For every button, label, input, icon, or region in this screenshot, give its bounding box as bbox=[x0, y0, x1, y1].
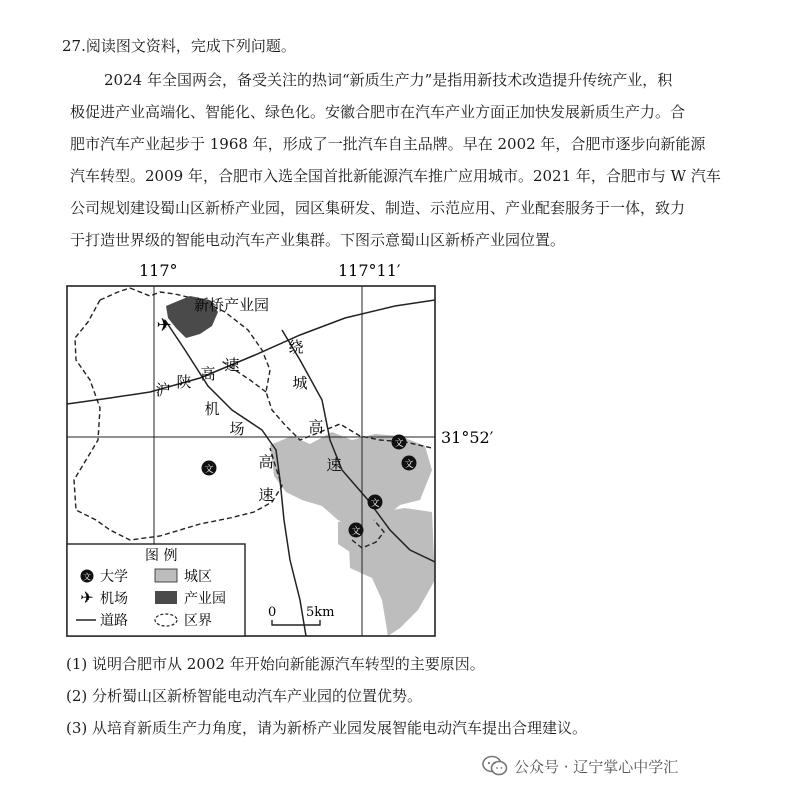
road-label-char: 高 bbox=[258, 453, 274, 471]
university-icon bbox=[202, 461, 217, 476]
road-label-char: 场 bbox=[229, 420, 245, 438]
park-label: 新桥产业园 bbox=[194, 296, 270, 314]
legend-airport: 机场 bbox=[100, 591, 128, 607]
legend-airport-icon: ✈ bbox=[80, 588, 94, 607]
svg-text:文: 文 bbox=[351, 527, 361, 537]
legend-city: 城区 bbox=[184, 569, 212, 585]
map-legend bbox=[67, 544, 245, 636]
road-label-char: 绕 bbox=[288, 338, 304, 356]
latitude-label: 31°52′ bbox=[441, 428, 494, 447]
longitude-label-left: 117° bbox=[139, 261, 178, 280]
watermark bbox=[482, 753, 678, 779]
svg-text:文: 文 bbox=[83, 572, 91, 582]
airport-icon: ✈ bbox=[156, 315, 172, 336]
road-label-char: 高 bbox=[200, 365, 216, 383]
university-icon bbox=[368, 495, 383, 510]
longitude-label-right: 117°11′ bbox=[338, 261, 401, 280]
road-label-char: 陕 bbox=[176, 373, 192, 391]
road-label-char: 速 bbox=[258, 486, 274, 504]
road-label-char: 速 bbox=[224, 356, 240, 374]
paragraph-line: 公司规划建设蜀山区新桥产业园，园区集研发、制造、示范应用、产业配套服务于一体，致力 bbox=[70, 199, 686, 217]
svg-text:文: 文 bbox=[370, 499, 380, 509]
wechat-icon bbox=[482, 755, 508, 777]
sub-question: (1) 说明合肥市从 2002 年开始向新能源汽车转型的主要原因。 bbox=[66, 655, 485, 673]
road-label-char: 城 bbox=[292, 374, 308, 392]
scale-label: 5km bbox=[306, 605, 335, 620]
svg-text:文: 文 bbox=[394, 439, 404, 449]
question-heading: 27.阅读图文资料，完成下列问题。 bbox=[62, 37, 296, 55]
paragraph-line: 于打造世界级的智能电动汽车产业集群。下图示意蜀山区新桥产业园位置。 bbox=[70, 231, 566, 249]
sub-question: (3) 从培育新质生产力角度，请为新桥产业园发展智能电动汽车提出合理建议。 bbox=[66, 719, 588, 737]
road-label-char: 速 bbox=[326, 456, 342, 474]
watermark-text: 公众号 · 辽宁掌心中学汇 bbox=[514, 757, 679, 776]
road-label-char: 高 bbox=[308, 418, 324, 436]
svg-text:文: 文 bbox=[204, 465, 214, 475]
paragraph-line: 2024 年全国两会，备受关注的热词“新质生产力”是指用新技术改造提升传统产业，积 bbox=[104, 71, 673, 89]
road-label-char: 机 bbox=[204, 400, 220, 418]
legend-district-boundary: 区界 bbox=[184, 613, 212, 629]
university-icon bbox=[392, 435, 407, 450]
university-icon bbox=[402, 456, 417, 471]
road-label-char: 沪 bbox=[155, 381, 171, 399]
legend-university: 大学 bbox=[100, 569, 128, 585]
legend-industrial-park: 产业园 bbox=[184, 591, 226, 607]
legend-title: 图 例 bbox=[145, 548, 178, 564]
university-icon bbox=[349, 523, 364, 538]
sub-question: (2) 分析蜀山区新桥智能电动汽车产业园的位置优势。 bbox=[66, 687, 423, 705]
paragraph-line: 极促进产业高端化、智能化、绿色化。安徽合肥市在汽车产业方面正加快发展新质生产力。合 bbox=[70, 103, 686, 121]
paragraph-line: 汽车转型。2009 年，合肥市入选全国首批新能源汽车推广应用城市。2021 年，合肥市与 W 汽车 bbox=[70, 167, 721, 185]
road-hushaan-expressway bbox=[67, 300, 435, 404]
svg-text:文: 文 bbox=[404, 460, 414, 470]
scale-zero: 0 bbox=[268, 605, 277, 620]
paragraph-line: 肥市汽车产业起步于 1968 年，形成了一批汽车自主品牌。早在 2002 年，合肥市逐步向新能源 bbox=[70, 135, 706, 153]
legend-road: 道路 bbox=[100, 613, 128, 629]
